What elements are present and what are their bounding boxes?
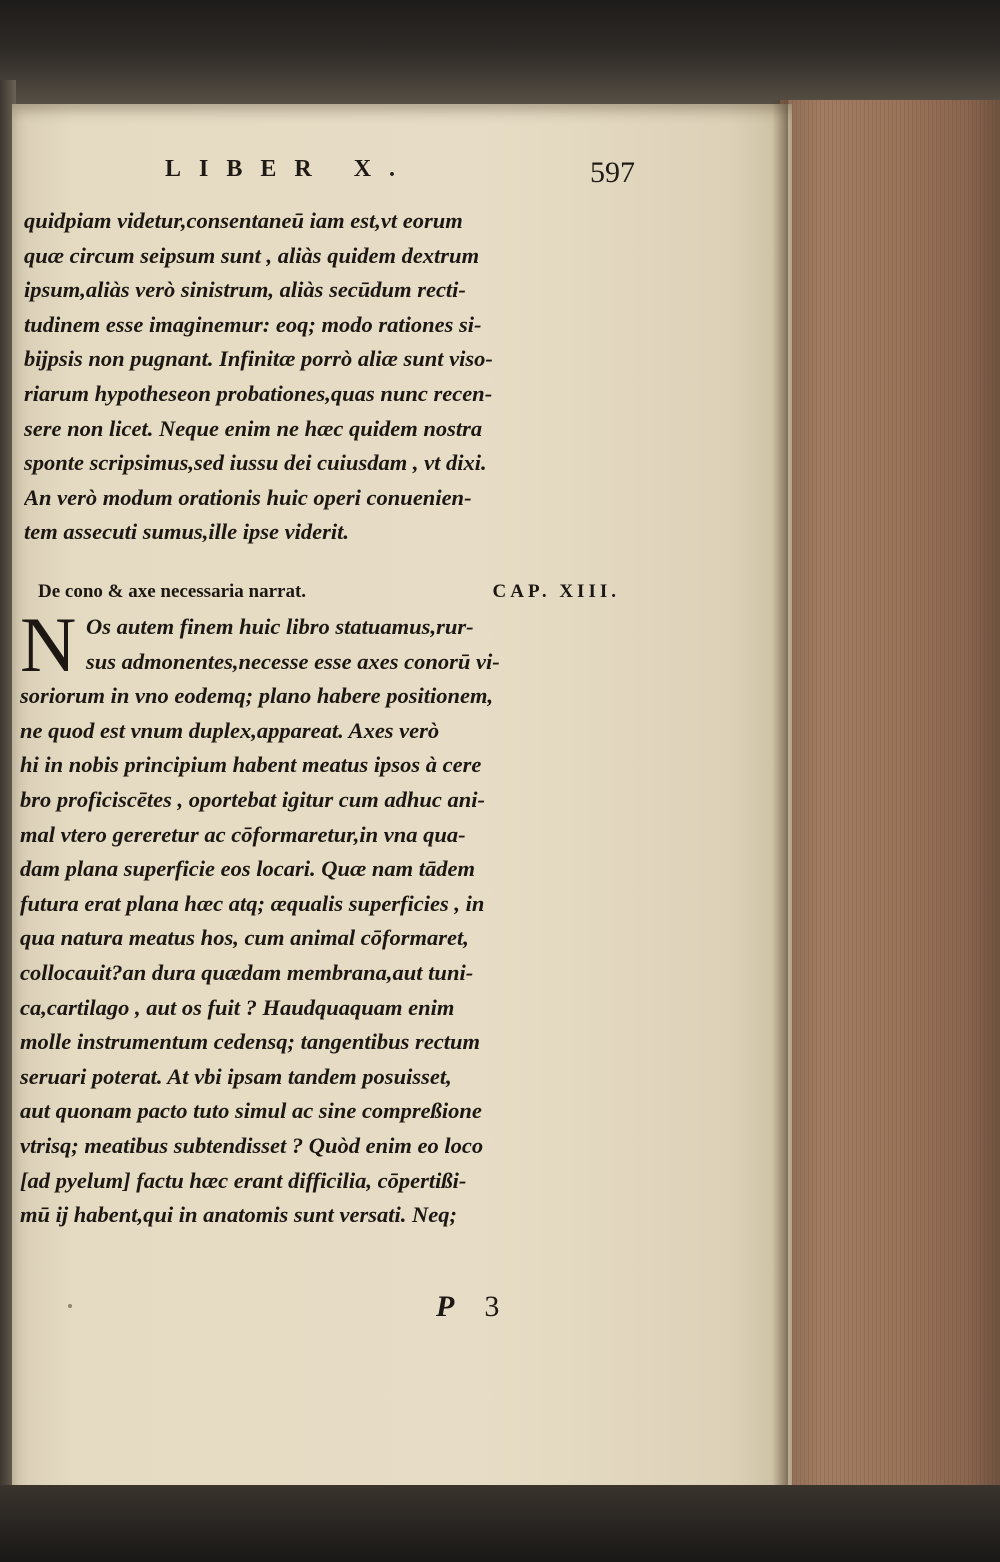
text-line: mū ij habent,qui in anatomis sunt versati. Neq;	[20, 1202, 457, 1228]
text-line: sus admonentes,necesse esse axes conorū vi-	[86, 648, 500, 674]
text-line: sere non licet. Neque enim ne hæc quidem nostra	[24, 415, 483, 441]
chapter-heading	[38, 581, 628, 603]
scan-background-bottom	[0, 1485, 1000, 1562]
text-line: bijpsis non pugnant. Infinitæ porrò aliæ sunt viso-	[24, 346, 493, 372]
page-number: 597	[590, 156, 635, 189]
chapter-number: CAP. XIII.	[492, 581, 620, 602]
text-line: tem assecuti sumus,ille ipse viderit.	[24, 519, 349, 545]
paragraph	[24, 204, 624, 550]
text-line: [ad pyelum] factu hæc erant difficilia, cōpertißi-	[20, 1167, 467, 1193]
text-line: tudinem esse imaginemur: eoq; modo rationes si-	[24, 311, 482, 337]
text-line: seruari poterat. At vbi ipsam tandem posuisset,	[20, 1063, 452, 1089]
text-line: hi in nobis principium habent meatus ipsos à cere	[20, 752, 482, 778]
scan-background-top	[0, 0, 1000, 110]
text-line: An verò modum orationis huic operi conuenien-	[24, 484, 472, 510]
text-line: bro proficiscētes , oportebat igitur cum adhuc ani-	[20, 786, 486, 812]
drop-capital: N	[20, 601, 77, 688]
text-line: quæ circum seipsum sunt , aliàs quidem dextrum	[24, 242, 480, 268]
text-line: futura erat plana hæc atq; æqualis superficies , in	[20, 890, 485, 916]
text-line: ipsum,aliàs verò sinistrum, aliàs secūdum recti-	[24, 277, 466, 303]
page-edge-shadow	[772, 100, 788, 1492]
text-line: aut quonam pacto tuto simul ac sine compreßione	[20, 1098, 482, 1124]
text-line: collocauit?an dura quædam membrana,aut tuni-	[20, 959, 474, 985]
text-line: vtrisq; meatibus subtendisset ? Quòd enim eo loco	[20, 1132, 484, 1158]
text-line: qua natura meatus hos, cum animal cōformaret,	[20, 925, 469, 951]
book-fore-edge	[780, 100, 1000, 1492]
text-line: ne quod est vnum duplex,appareat. Axes verò	[20, 717, 440, 743]
text-line: sponte scripsimus,sed iussu dei cuiusdam , vt dixi.	[24, 450, 487, 476]
text-line: quidpiam videtur,consentaneū iam est,vt eorum	[24, 208, 463, 233]
text-line: molle instrumentum cedensq; tangentibus rectum	[20, 1029, 481, 1055]
text-line: mal vtero gereretur ac cōformaretur,in vna qua-	[20, 821, 466, 847]
ink-speck	[68, 1304, 72, 1308]
signature-mark	[436, 1290, 499, 1324]
chapter-body	[20, 601, 630, 1233]
text-line: Os autem finem huic libro statuamus,rur-	[86, 614, 474, 639]
signature-number: 3	[484, 1290, 500, 1323]
running-head-title: LIBER X.	[165, 156, 414, 182]
running-head	[165, 156, 635, 196]
signature-letter: P	[436, 1290, 455, 1323]
chapter-heading-text: De cono & axe necessaria narrat.	[38, 581, 307, 602]
text-line: ca,cartilago , aut os fuit ? Haudquaquam enim	[20, 994, 455, 1020]
text-line: soriorum in vno eodemq; plano habere positionem,	[20, 683, 494, 709]
text-line: dam plana superficie eos locari. Quæ nam tādem	[20, 856, 475, 882]
text-line: riarum hypotheseon probationes,quas nunc recen-	[24, 380, 493, 406]
